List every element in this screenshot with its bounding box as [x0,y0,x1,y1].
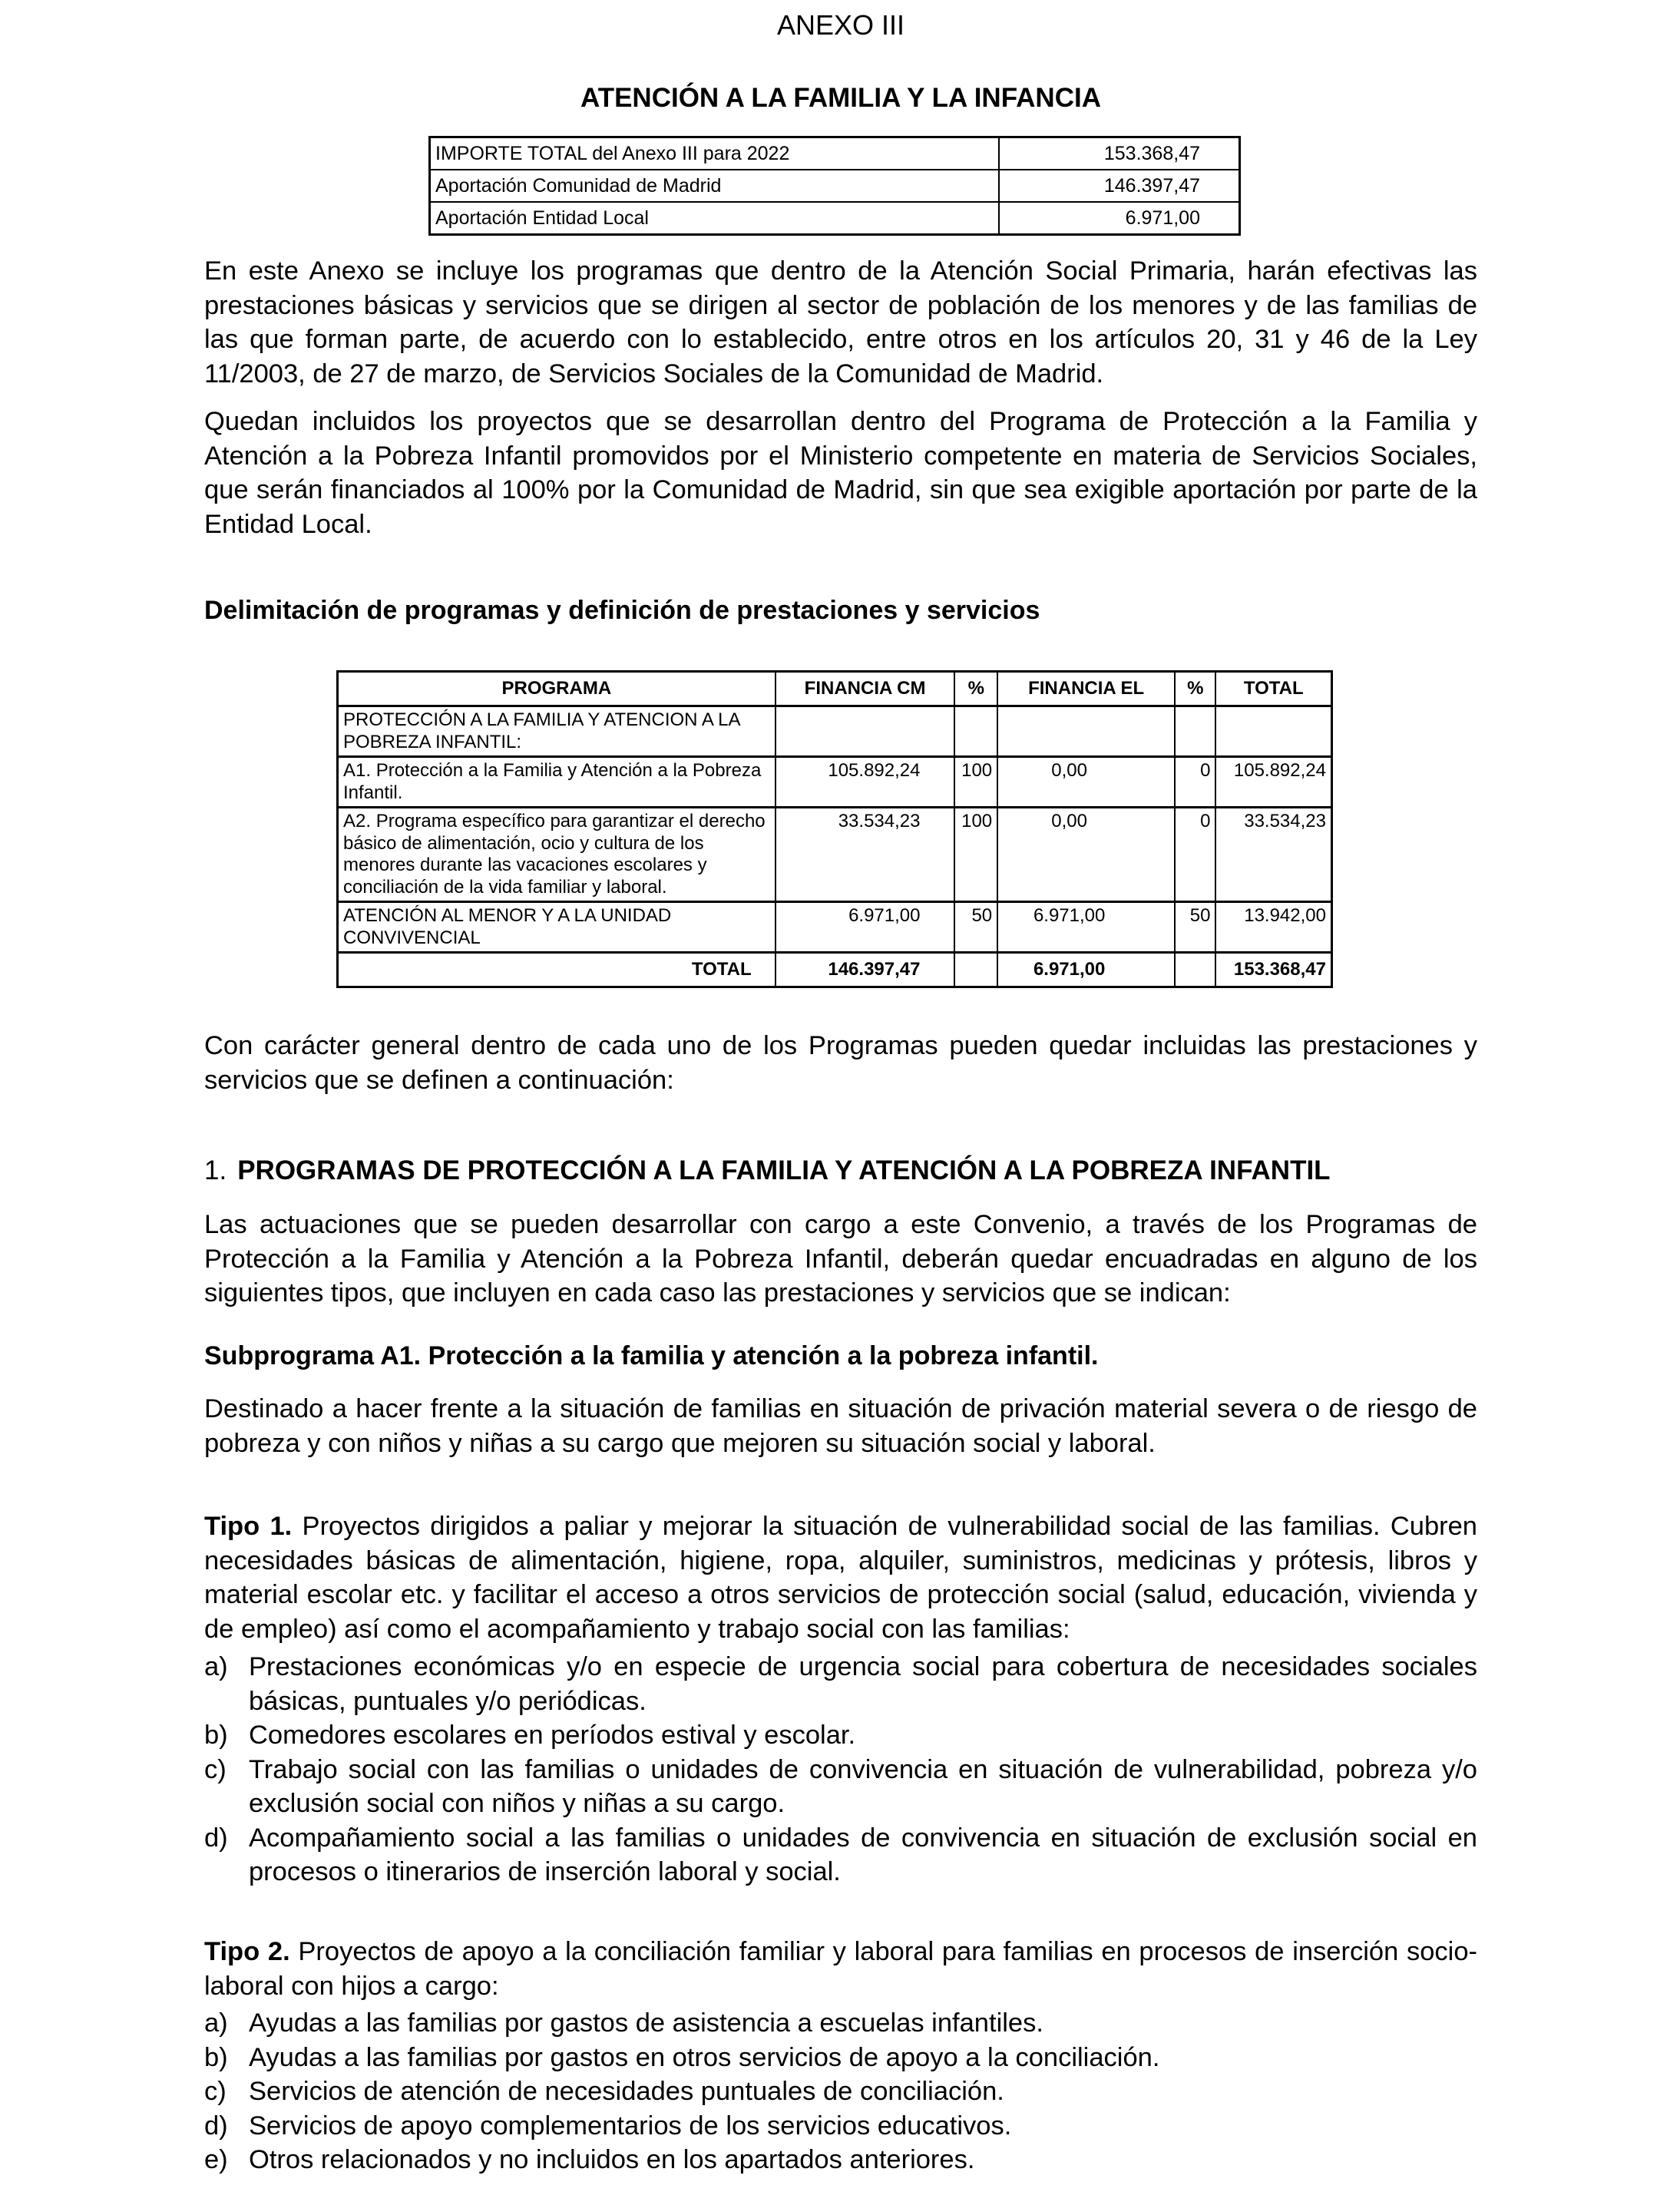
table-row [338,757,1332,808]
list-item-text: Prestaciones económicas y/o en especie de urgencia social para cobertura de necesidades sociales básicas, puntuales y/o periódicas. [249,1652,1477,1716]
summary-label: Aportación Entidad Local [430,202,1000,235]
list-item [204,1718,1477,1753]
total-financia-el: 6.971,00 [997,953,1175,987]
table-header-row [338,672,1332,706]
table-row [430,202,1240,235]
summary-value: 6.971,00 [999,202,1240,235]
list-item [204,1753,1477,1821]
table-row [338,902,1332,953]
list-item-text: Trabajo social con las familias o unidades de convivencia en situación de vulnerabilidad, pobreza y/o exclusión social con niños y niñas a su cargo. [249,1754,1477,1818]
cell-financia-el [997,706,1175,757]
list-item-text: Servicios de apoyo complementarios de los servicios educativos. [249,2111,1012,2141]
cell-financia-cm [776,706,955,757]
tipo-1-label: Tipo 1. [204,1512,293,1541]
table-row [430,137,1240,170]
cell-financia-cm: 6.971,00 [776,902,955,953]
cell-total: 33.534,23 [1215,808,1331,902]
total-financia-cm: 146.397,47 [776,953,955,987]
cell-pct-el: 0 [1175,808,1215,902]
col-header-financia-cm: FINANCIA CM [776,672,955,706]
cell-pct-cm [954,706,997,757]
section-title: PROGRAMAS DE PROTECCIÓN A LA FAMILIA Y ATENCIÓN A LA POBREZA INFANTIL [237,1155,1331,1185]
tipo-1-text: Proyectos dirigidos a paliar y mejorar la situación de vulnerabilidad social de las familias. Cubren necesidades básicas de alimentación, higiene, ropa, alquiler, suministros, medicinas y prótesis, libros y material escolar etc. y facilitar el acceso a otros servicios de protección social (salud, educación, vivienda y de empleo) así como el acompañamiento y trabajo social con las familias: [204,1512,1477,1644]
list-marker: b) [204,1721,228,1750]
cell-total: 13.942,00 [1215,902,1331,953]
list-item-text: Comedores escolares en períodos estival y escolar. [249,1721,856,1750]
total-total: 153.368,47 [1215,953,1331,987]
list-marker: d) [204,1823,228,1853]
cell-financia-cm: 105.892,24 [776,757,955,808]
list-item [204,1821,1477,1889]
list-marker: d) [204,2111,228,2141]
list-marker: b) [204,2042,228,2072]
annex-label: ANEXO III [776,9,905,41]
cell-financia-cm: 33.534,23 [776,808,955,902]
summary-value: 153.368,47 [999,137,1240,170]
list-item [204,1650,1477,1718]
col-header-pct-el: % [1175,672,1215,706]
cell-financia-el: 6.971,00 [997,902,1175,953]
summary-label: IMPORTE TOTAL del Anexo III para 2022 [430,137,1000,170]
page-title: ATENCIÓN A LA FAMILIA Y LA INFANCIA [580,83,1101,113]
cell-financia-el: 0,00 [997,808,1175,902]
list-marker: c) [204,1754,227,1784]
col-header-pct-cm: % [954,672,997,706]
tipo-2-list [204,2006,1477,2177]
col-header-total: TOTAL [1215,672,1331,706]
tipo-2-text: Proyectos de apoyo a la conciliación familiar y laboral para familias en procesos de inserción socio-laboral con hijos a cargo: [204,1937,1478,2001]
list-item [204,2041,1477,2075]
cell-pct-cm: 50 [954,902,997,953]
program-table [336,670,1333,988]
list-marker: e) [204,2145,228,2174]
cell-pct-cm: 100 [954,757,997,808]
total-pct-cm [954,953,997,987]
summary-table [428,136,1241,236]
summary-label: Aportación Comunidad de Madrid [430,170,1000,202]
list-item-text: Ayudas a las familias por gastos en otros servicios de apoyo a la conciliación. [249,2042,1160,2072]
cell-total: 105.892,24 [1215,757,1331,808]
tipo-1-list [204,1650,1477,1889]
table-row [430,170,1240,202]
cell-programa: PROTECCIÓN A LA FAMILIA Y ATENCION A LA POBREZA INFANTIL: [338,706,776,757]
cell-pct-el: 0 [1175,757,1215,808]
summary-value: 146.397,47 [999,170,1240,202]
list-marker: a) [204,1652,228,1681]
actuaciones-paragraph: Las actuaciones que se pueden desarrollar con cargo a este Convenio, a través de los Programas de Protección a la Familia y Atención a la Pobreza Infantil, deberán quedar encuadradas en alguno de los siguientes tipos, que incluyen en cada caso las prestaciones y servicios que se indican: [204,1210,1477,1307]
col-header-financia-el: FINANCIA EL [997,672,1175,706]
tipo-1-paragraph [204,1509,1477,1646]
list-item-text: Otros relacionados y no incluidos en los apartados anteriores. [249,2145,975,2174]
general-character-paragraph: Con carácter general dentro de cada uno de los Programas pueden quedar incluidas las prestaciones y servicios que se definen a continuación: [204,1031,1477,1095]
cell-pct-el [1175,706,1215,757]
list-marker: c) [204,2077,227,2106]
total-pct-el [1175,953,1215,987]
list-item [204,2074,1477,2109]
list-marker: a) [204,2008,228,2038]
included-projects-paragraph: Quedan incluidos los proyectos que se desarrollan dentro del Programa de Protección a la Familia y Atención a la Pobreza Infantil promovidos por el Ministerio competente en materia de Servicios Sociales, que serán financiados al 100% por la Comunidad de Madrid, sin que sea exigible aportación por parte de la Entidad Local. [204,407,1477,539]
intro-paragraph: En este Anexo se incluye los programas que dentro de la Atención Social Primaria, harán efectivas las prestaciones básicas y servicios que se dirigen al sector de población de los menores y de las familias de las que forman parte, de acuerdo con lo establecido, entre otros en los artículos 20, 31 y 46 de la Ley 11/2003, de 27 de marzo, de Servicios Sociales de la Comunidad de Madrid. [204,256,1477,388]
list-item [204,2109,1477,2144]
section-1-heading [204,1155,1331,1186]
cell-programa: ATENCIÓN AL MENOR Y A LA UNIDAD CONVIVENCIAL [338,902,776,953]
total-label: TOTAL [338,953,776,987]
cell-pct-cm: 100 [954,808,997,902]
cell-programa: A2. Programa específico para garantizar el derecho básico de alimentación, ocio y cultura de los menores durante las vacaciones escolares y conciliación de la vida familiar y laboral. [338,808,776,902]
destinado-paragraph: Destinado a hacer frente a la situación de familias en situación de privación material severa o de riesgo de pobreza y con niños y niñas a su cargo que mejoren su situación social y laboral. [204,1394,1477,1458]
tipo-2-label: Tipo 2. [204,1937,290,1966]
list-item-text: Servicios de atención de necesidades puntuales de conciliación. [249,2077,1004,2106]
section-heading-delimitacion: Delimitación de programas y definición de prestaciones y servicios [204,596,1040,625]
subprograma-heading: Subprograma A1. Protección a la familia y atención a la pobreza infantil. [204,1341,1099,1370]
list-item [204,2006,1477,2041]
table-row [338,706,1332,757]
cell-pct-el: 50 [1175,902,1215,953]
col-header-programa: PROGRAMA [338,672,776,706]
list-item-text: Acompañamiento social a las familias o unidades de convivencia en situación de exclusión social en procesos o itinerarios de inserción laboral y social. [249,1823,1477,1886]
cell-financia-el: 0,00 [997,757,1175,808]
cell-programa: A1. Protección a la Familia y Atención a la Pobreza Infantil. [338,757,776,808]
list-item [204,2143,1477,2177]
table-total-row [338,953,1332,987]
list-item-text: Ayudas a las familias por gastos de asistencia a escuelas infantiles. [249,2008,1043,2038]
cell-total [1215,706,1331,757]
section-number: 1. [204,1155,227,1185]
tipo-2-paragraph [204,1935,1477,2003]
table-row [338,808,1332,902]
